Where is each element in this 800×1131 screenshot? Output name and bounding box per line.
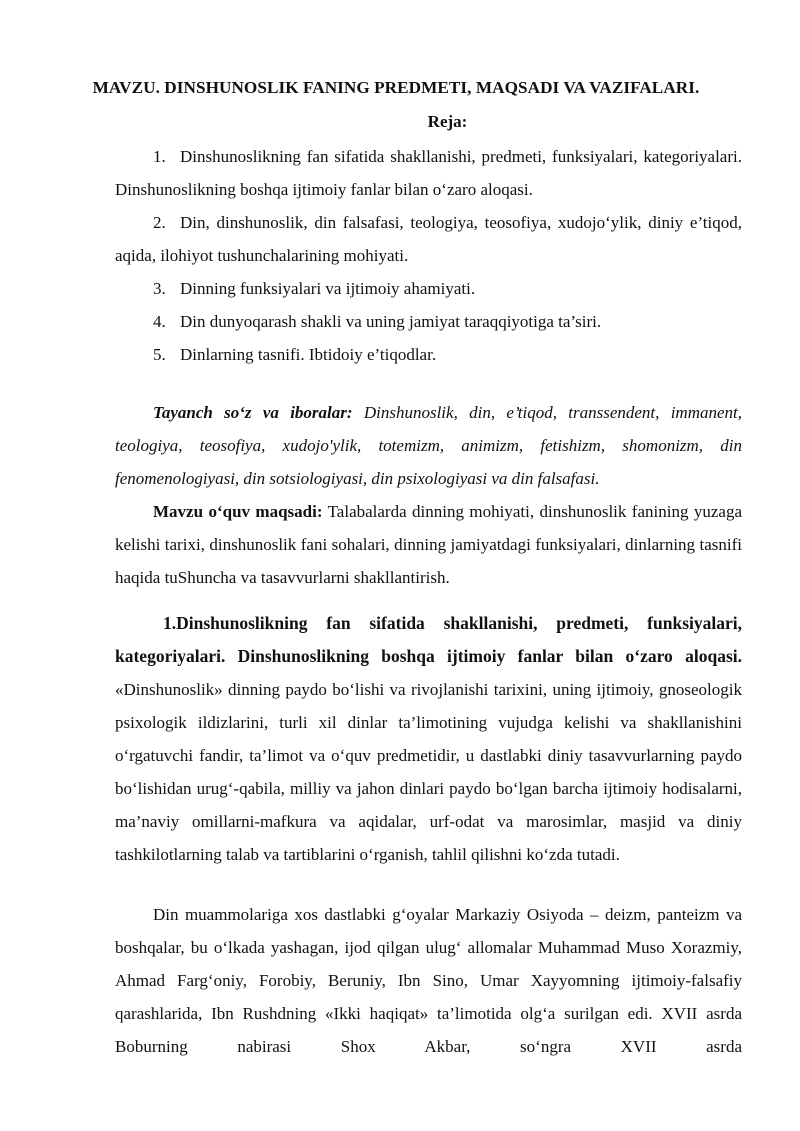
plan-item	[115, 305, 742, 338]
plan-item-text: Din dunyoqarash shakli va uning jamiyat taraqqiyotiga ta’siri.	[180, 312, 602, 331]
learning-goal-paragraph	[115, 495, 742, 594]
keywords-label: Tayanch so‘z va iboralar:	[153, 403, 353, 422]
plan-item-text: Din, dinshunoslik, din falsafasi, teologiya, teosofiya, xudojo‘ylik, diniy e’tiqod, aqida, ilohiyot tushunchalarining mohiyati.	[115, 213, 742, 265]
plan-item	[115, 140, 742, 206]
section-1-text: «Dinshunoslik» dinning paydo bo‘lishi va rivojlanishi tarixini, uning ijtimoiy, gnoseologik psixologik ildizlarini, turli xil dinlar ta’limotining vujudga kelishi va shakllanishini o‘rgatuvchi fandir, ta’limot va o‘quv predmetidir, u dastlabki diniy tasavvurlarning paydo bo‘lishidan urug‘-qabila, milliy va jahon dinlari paydo bo‘lgan barcha ijtimoiy hodisalarni, ma’naviy omillarni-mafkura va aqidalar, urf-odat va marosimlar, masjid va diniy tashkilotlarning talab va tartiblarini o‘rganish, tahlil qilishni ko‘zda tutadi.	[115, 680, 742, 864]
learning-goal-text: Talabalarda dinning mohiyati, dinshunoslik fanining yuzaga kelishi tarixi, dinshunoslik fani sohalari, dinning jamiyatdagi funksiyalari, dinlarning tasnifi haqida tuShuncha va tasavvurlarni shakllantirish.	[115, 502, 742, 587]
section-1-paragraph	[115, 607, 742, 871]
body-paragraph: Din muammolariga xos dastlabki g‘oyalar Markaziy Osiyoda – deizm, panteizm va boshqalar, bu o‘lkada yashagan, ijod qilgan ulug‘ allomalar Muhammad Muso Xorazmiy, Ahmad Farg‘oniy, Forobiy, Beruniy, Ibn Sino, Umar Xayyomning ijtimoiy-falsafiy qarashlarida, Ibn Rushdning «Ikki haqiqat» ta’limotida olg‘a surilgan edi. XVII asrda Boburning nabirasi Shox Akbar, so‘ngra XVII asrda	[115, 905, 742, 1056]
plan-item-text: Dinlarning tasnifi. Ibtidoiy e’tiqodlar.	[180, 345, 437, 364]
plan-item-number: 3.	[153, 279, 166, 298]
keywords-paragraph	[115, 396, 742, 495]
plan-heading: Reja:	[427, 112, 468, 131]
keywords-text: Dinshunoslik, din, e’tiqod, transsendent, immanent, teologiya, teosofiya, xudojo'ylik, totemizm, animizm, fetishizm, shomonizm, din fenomenologiyasi, din sotsiologiyasi, din psixologiyasi va din falsafasi.	[115, 403, 742, 488]
plan-item	[115, 272, 742, 305]
section-1-heading: 1.Dinshunoslikning fan sifatida shakllanishi, predmeti, funksiyalari, kategoriyalari. Dinshunoslikning boshqa ijtimoiy fanlar bilan o‘zaro aloqasi.	[115, 613, 742, 666]
plan-item-number: 4.	[153, 312, 166, 331]
plan-list	[115, 140, 742, 371]
plan-item-text: Dinshunoslikning fan sifatida shakllanishi, predmeti, funksiyalari, kategoriyalari. Dinshunoslikning boshqa ijtimoiy fanlar bilan o‘zaro aloqasi.	[115, 147, 742, 199]
document-title: MAVZU. DINSHUNOSLIK FANING PREDMETI, MAQSADI VA VAZIFALARI.	[92, 78, 700, 97]
plan-item-number: 2.	[153, 213, 166, 232]
plan-item-text: Dinning funksiyalari va ijtimoiy ahamiyati.	[180, 279, 476, 298]
plan-item	[115, 206, 742, 272]
learning-goal-label: Mavzu o‘quv maqsadi:	[153, 502, 323, 521]
plan-item	[115, 338, 742, 371]
plan-item-number: 5.	[153, 345, 166, 364]
plan-item-number: 1.	[153, 147, 166, 166]
